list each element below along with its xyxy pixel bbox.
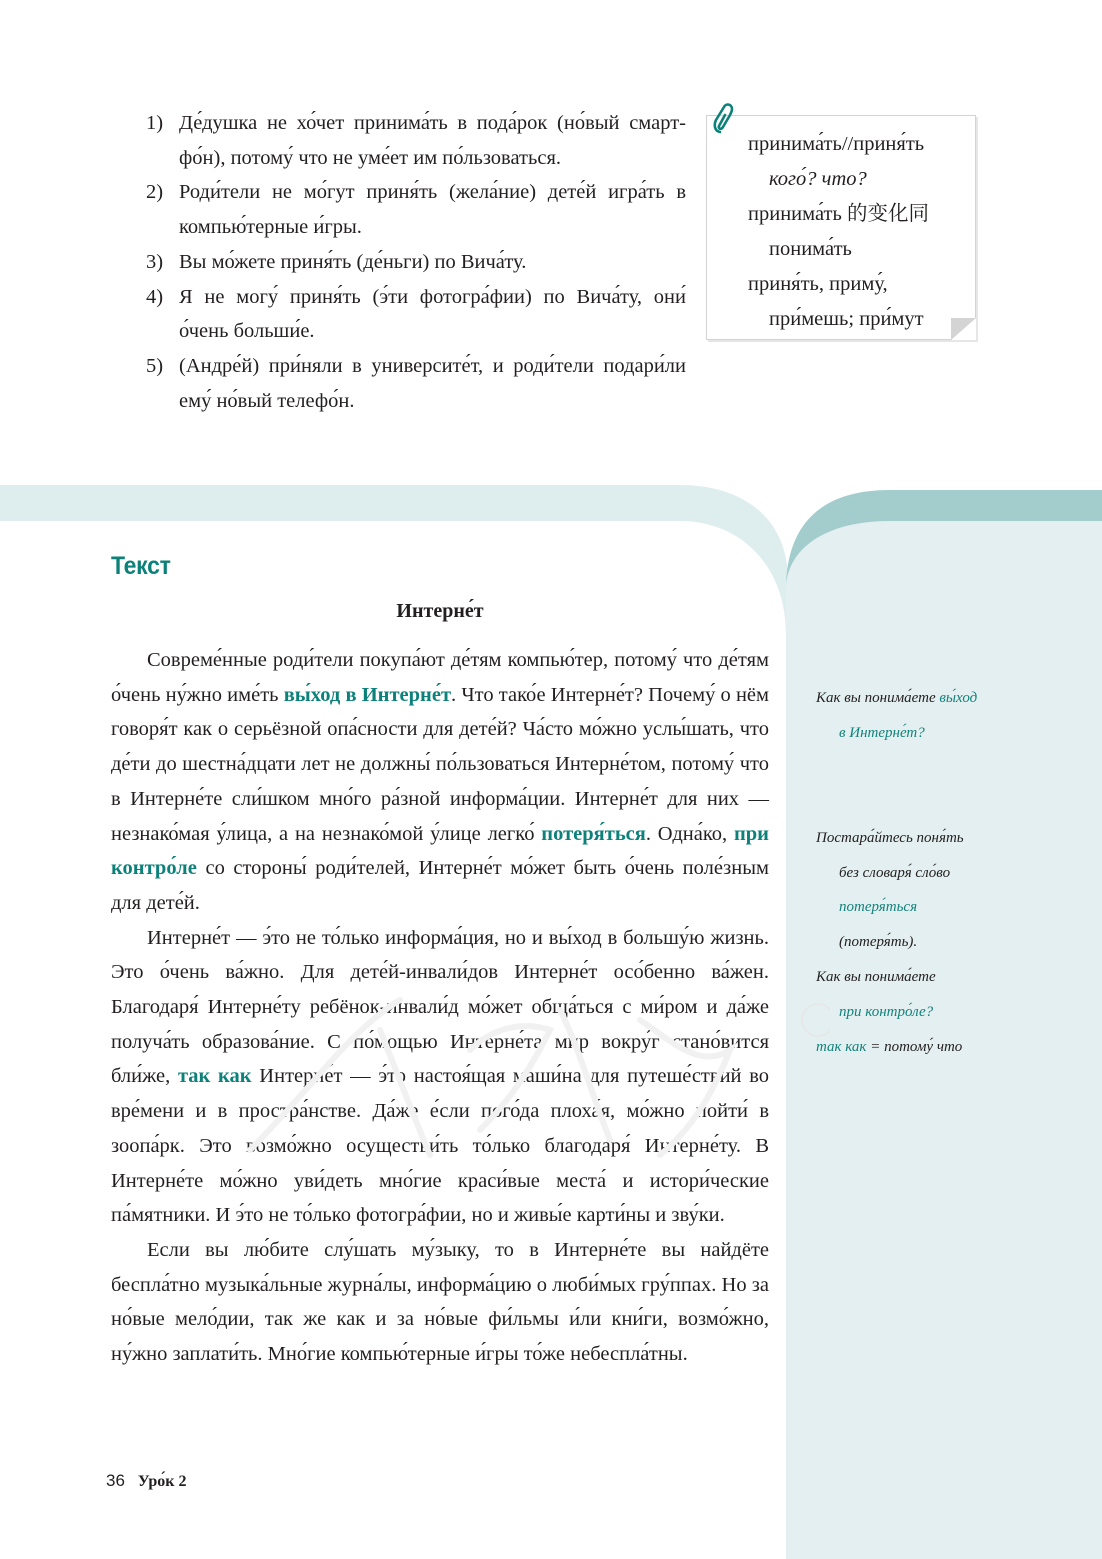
exercise-item	[146, 349, 686, 418]
keyword-vykhod-v-internet: вы́ход в Интерне́т	[283, 683, 452, 706]
text-run: . Что тако́е Интерне́т? Почему́ о нём говоря́т как о серьёзной опа́сности для дете́й? Ча́сто мо́жно услы́шать, что де́ти до шестна́дцати лет не должны́ по́льзоваться Интерне́том, потому́ что в Интерне́те сли́шком мно́го ра́зной информа́ции. Интерне́т для них — незнако́мая у́лица, а на незнако́мой у́лице легко́	[111, 683, 769, 845]
page-footer	[106, 1471, 186, 1491]
exercise-number: 5)	[146, 354, 164, 377]
text-run: Интерне́т — э́то настоя́щая маши́на для путеше́ствий во вре́мени и в простра́нстве. Да́же е́сли пого́да плоха́я, мо́жно пойти́ в зоопа́рк. Это возмо́жно осуществи́ть то́лько благодаря́ Интерне́ту. В Интерне́те мо́жно уви́деть мно́гие краси́вые места́ и истори́ческие па́мятники. И э́то не то́лько фотогра́фии, но и живы́е карти́ны и зву́ки.	[111, 1065, 770, 1227]
keyword-tak-kak: так как	[177, 1065, 252, 1088]
margin-note-text: (потеря́ть).	[839, 934, 918, 951]
margin-note-text: без словаря́ сло́во	[839, 864, 951, 881]
note-line: понима́ть	[769, 237, 852, 260]
exercise-item	[146, 280, 686, 349]
note-line: принима́ть//приня́ть	[748, 133, 925, 155]
text-run: Если вы лю́бите слу́шать му́зыку, то в Интерне́те вы найдёте беспла́тно музыка́льные журна́лы, информа́цию о люби́мых гру́ппах. Но за но́вые мело́дии, так же как и за но́вые фи́льмы и́ли кни́ги, возмо́жно, ну́жно заплати́ть. Мно́гие компью́терные и́гры то́же небеспла́тны.	[111, 1238, 769, 1366]
margin-note-synonym	[816, 1030, 1086, 1065]
margin-note-text: Как вы понима́ете	[816, 690, 940, 706]
note-line: принима́ть 的变化同	[748, 202, 929, 225]
margin-note-text: Постара́йтесь поня́ть	[816, 829, 964, 846]
exercise-text: (Андре́й) при́няли в университе́т, и роди́тели подари́ли ему́ но́вый телефо́н.	[179, 354, 686, 412]
folded-corner-icon	[951, 318, 976, 340]
exercise-text: Де́душка не хо́чет принима́ть в пода́рок (но́вый смарт-фо́н), потому́ что не уме́ет им по́льзоваться.	[179, 112, 686, 169]
text-run: Совреме́нные роди́тели покупа́ют де́тям компью́тер, потому́ что де́тям о́чень ну́жно име́ть	[111, 649, 769, 706]
exercise-number: 2)	[146, 181, 164, 204]
margin-note-text: = потому́ что	[866, 1039, 963, 1056]
note-line: при́мешь; при́мут	[769, 307, 924, 330]
exercise-text: Роди́тели не мо́гут приня́ть (жела́ние) дете́й игра́ть в компью́терные и́гры.	[179, 181, 686, 239]
main-text	[111, 643, 769, 1372]
note-line: кого́? что?	[769, 167, 867, 190]
note-lines	[748, 127, 929, 336]
text-run: Интерне́т — э́то не то́лько информа́ция, но и вы́ход в большу́ю жизнь. Это о́чень ва́жно. Для дете́й-инвали́дов Интерне́т осо́бенно ва́жен. Благодаря́ Интерне́ту ребёнок-инвали́д мо́жет обща́ться с ми́ром и да́же получа́ть образова́ние. С по́мощью Интерне́та мир вокру́г стано́вится бли́же,	[111, 926, 769, 1088]
margin-note-keyword: так как	[816, 1039, 867, 1056]
margin-note-keyword: при контро́ле?	[839, 1004, 934, 1021]
keyword-poteryatsya: потеря́ться	[541, 822, 646, 845]
margin-note-keyword: в Интерне́т?	[839, 724, 925, 741]
exercise-item	[146, 106, 686, 175]
exercise-item	[146, 245, 686, 280]
exercise-number: 3)	[146, 250, 164, 273]
note-line: приня́ть, приму́,	[748, 272, 888, 295]
margin-note-keyword: потеря́ться	[839, 899, 918, 916]
exercise-text: Я не могу́ приня́ть (э́ти фотогра́фии) по Вича́ту, они́ о́чень больши́е.	[179, 285, 686, 343]
paperclip-icon	[711, 102, 737, 136]
exercise-number: 1)	[146, 112, 164, 134]
margin-notes	[816, 681, 1086, 1065]
text-title: Интерне́т	[396, 600, 484, 622]
section-heading: Текст	[111, 552, 171, 580]
lesson-label: Уро́к 2	[137, 1473, 187, 1490]
exercise-number: 4)	[146, 285, 164, 308]
keyword-pri-kontrole: при контро́ле	[111, 822, 769, 880]
paragraph	[111, 1233, 769, 1372]
exercise-list	[146, 106, 686, 418]
margin-note-question	[816, 681, 1086, 716]
page-number: 36	[106, 1471, 125, 1490]
margin-note-keyword: вы́ход	[939, 690, 978, 706]
paragraph	[111, 643, 769, 921]
margin-note-text: Как вы понима́ете	[816, 969, 936, 986]
exercise-item	[146, 175, 686, 244]
paragraph	[111, 921, 769, 1233]
text-run: со стороны́ роди́телей, Интерне́т мо́жет быть о́чень поле́зным для дете́й.	[111, 857, 769, 914]
exercise-text: Вы мо́жете приня́ть (де́ньги) по Вича́ту.	[179, 250, 527, 273]
text-run: . Одна́ко,	[645, 822, 734, 845]
